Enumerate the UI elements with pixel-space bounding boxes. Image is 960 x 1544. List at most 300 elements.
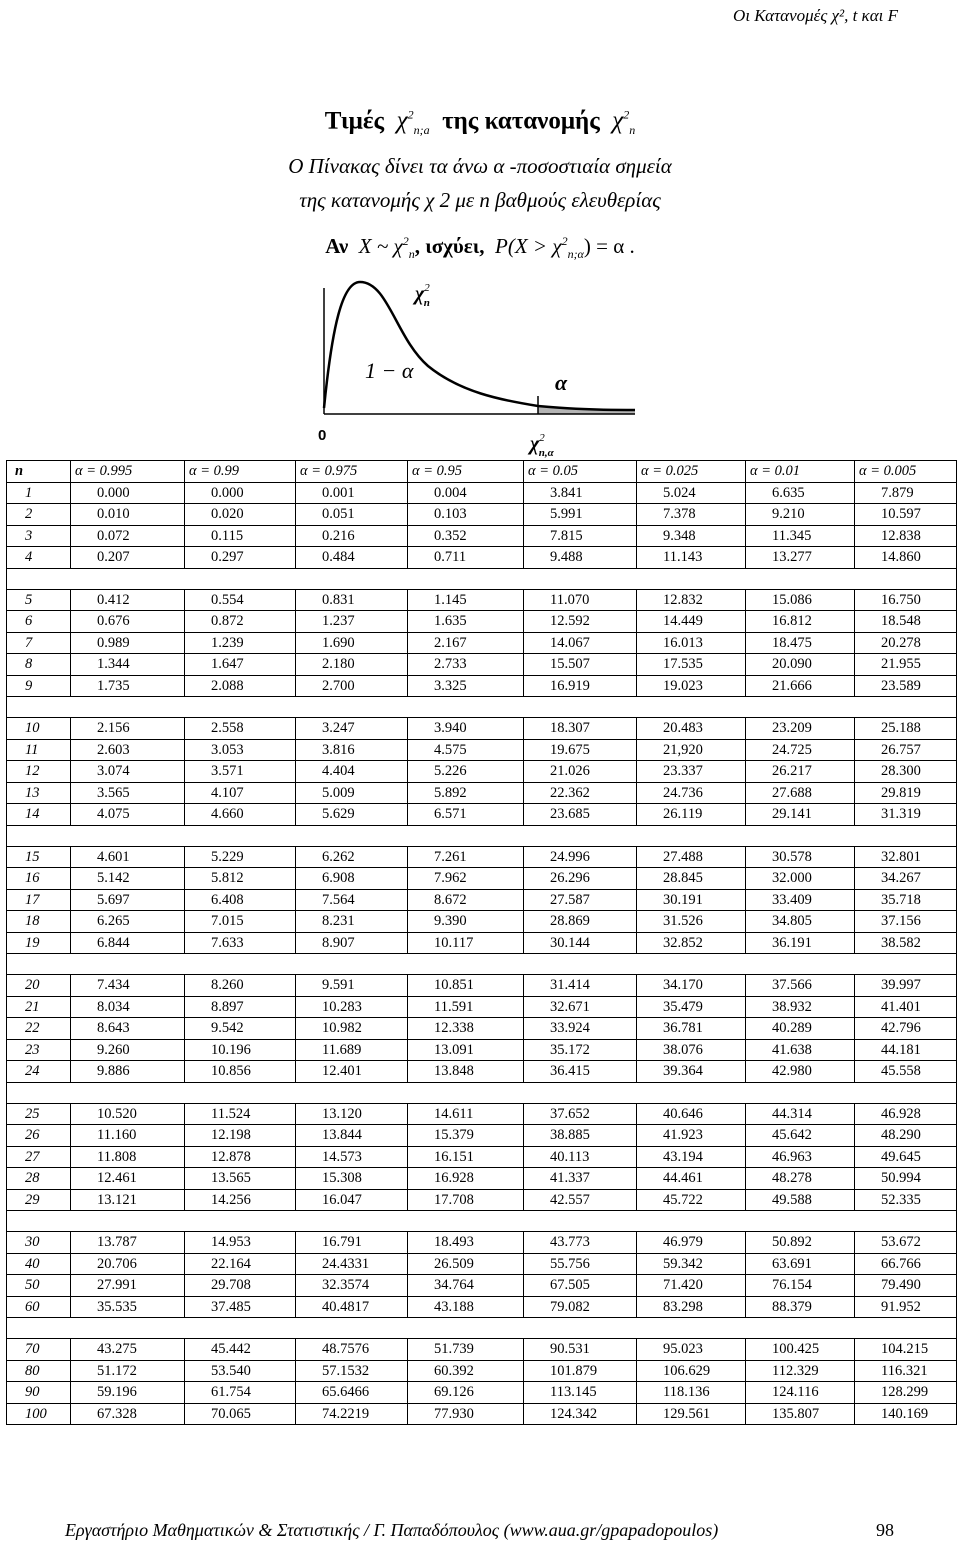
table-cell: 0.989 bbox=[71, 632, 185, 654]
table-cell: 16.791 bbox=[296, 1232, 408, 1254]
table-cell: 32.671 bbox=[524, 996, 637, 1018]
header-alpha: α = 0.005 bbox=[855, 461, 957, 483]
table-cell: 3.571 bbox=[185, 761, 296, 783]
table-cell: 35.172 bbox=[524, 1039, 637, 1061]
table-cell: 2.603 bbox=[71, 739, 185, 761]
table-cell: 0.554 bbox=[185, 589, 296, 611]
table-cell: 39.364 bbox=[637, 1061, 746, 1083]
table-cell: 40.289 bbox=[746, 1018, 855, 1040]
table-cell: 12.461 bbox=[71, 1168, 185, 1190]
table-cell: 0.103 bbox=[408, 504, 524, 526]
table-cell: 14.256 bbox=[185, 1189, 296, 1211]
table-row bbox=[7, 1168, 957, 1190]
area-right-label: α bbox=[555, 370, 568, 395]
table-row bbox=[7, 911, 957, 933]
table-cell: 35.479 bbox=[637, 996, 746, 1018]
table-row bbox=[7, 675, 957, 697]
table-cell: 4.075 bbox=[71, 804, 185, 826]
row-df: 15 bbox=[7, 846, 71, 868]
table-cell: 67.505 bbox=[524, 1275, 637, 1297]
table-cell: 33.409 bbox=[746, 889, 855, 911]
table-cell: 53.672 bbox=[855, 1232, 957, 1254]
table-cell: 24.996 bbox=[524, 846, 637, 868]
table-cell: 40.4817 bbox=[296, 1296, 408, 1318]
table-cell: 101.879 bbox=[524, 1360, 637, 1382]
row-df: 22 bbox=[7, 1018, 71, 1040]
table-cell: 43.773 bbox=[524, 1232, 637, 1254]
table-cell: 7.015 bbox=[185, 911, 296, 933]
table-row bbox=[7, 718, 957, 740]
table-cell: 22.362 bbox=[524, 782, 637, 804]
group-separator-row bbox=[7, 1211, 957, 1232]
table-cell: 3.053 bbox=[185, 739, 296, 761]
table-row bbox=[7, 804, 957, 826]
table-cell: 44.461 bbox=[637, 1168, 746, 1190]
table-cell: 65.6466 bbox=[296, 1382, 408, 1404]
table-cell: 7.378 bbox=[637, 504, 746, 526]
table-cell: 0.115 bbox=[185, 525, 296, 547]
table-cell: 26.509 bbox=[408, 1253, 524, 1275]
row-df: 28 bbox=[7, 1168, 71, 1190]
table-cell: 13.120 bbox=[296, 1103, 408, 1125]
table-cell: 38.076 bbox=[637, 1039, 746, 1061]
chi-square-curve-figure bbox=[310, 268, 642, 460]
table-cell: 79.490 bbox=[855, 1275, 957, 1297]
table-cell: 48.7576 bbox=[296, 1339, 408, 1361]
table-cell: 4.107 bbox=[185, 782, 296, 804]
table-cell: 4.660 bbox=[185, 804, 296, 826]
table-cell: 26.296 bbox=[524, 868, 637, 890]
table-cell: 3.841 bbox=[524, 482, 637, 504]
table-cell: 23.337 bbox=[637, 761, 746, 783]
row-df: 24 bbox=[7, 1061, 71, 1083]
table-cell: 15.086 bbox=[746, 589, 855, 611]
table-row bbox=[7, 1275, 957, 1297]
table-cell: 0.000 bbox=[71, 482, 185, 504]
table-cell: 1.344 bbox=[71, 654, 185, 676]
table-cell: 29.141 bbox=[746, 804, 855, 826]
table-cell: 45.442 bbox=[185, 1339, 296, 1361]
table-cell: 17.535 bbox=[637, 654, 746, 676]
table-cell: 32.3574 bbox=[296, 1275, 408, 1297]
footer-lab: Εργαστήριο Μαθηματικών & Στατιστικής / Γ. Παπαδόπουλος (www.aua.gr/gpapadopoulos) bbox=[65, 1520, 719, 1540]
table-cell: 1.237 bbox=[296, 611, 408, 633]
row-df: 5 bbox=[7, 589, 71, 611]
table-cell: 23.209 bbox=[746, 718, 855, 740]
table-cell: 21.955 bbox=[855, 654, 957, 676]
group-separator-row bbox=[7, 568, 957, 589]
table-cell: 7.879 bbox=[855, 482, 957, 504]
table-row bbox=[7, 868, 957, 890]
table-row bbox=[7, 482, 957, 504]
table-row bbox=[7, 1039, 957, 1061]
table-cell: 0.872 bbox=[185, 611, 296, 633]
table-title bbox=[0, 96, 960, 149]
header-alpha: α = 0.995 bbox=[71, 461, 185, 483]
table-cell: 8.231 bbox=[296, 911, 408, 933]
table-cell: 41.401 bbox=[855, 996, 957, 1018]
table-cell: 18.475 bbox=[746, 632, 855, 654]
group-separator-row bbox=[7, 954, 957, 975]
row-df: 7 bbox=[7, 632, 71, 654]
table-cell: 13.121 bbox=[71, 1189, 185, 1211]
separator-cell bbox=[7, 954, 957, 975]
table-cell: 8.897 bbox=[185, 996, 296, 1018]
table-cell: 2.733 bbox=[408, 654, 524, 676]
table-cell: 12.832 bbox=[637, 589, 746, 611]
table-cell: 1.647 bbox=[185, 654, 296, 676]
table-cell: 39.997 bbox=[855, 975, 957, 997]
table-cell: 0.001 bbox=[296, 482, 408, 504]
table-cell: 45.558 bbox=[855, 1061, 957, 1083]
density-curve bbox=[324, 282, 635, 410]
table-cell: 12.838 bbox=[855, 525, 957, 547]
table-cell: 45.642 bbox=[746, 1125, 855, 1147]
table-cell: 20.483 bbox=[637, 718, 746, 740]
table-cell: 118.136 bbox=[637, 1382, 746, 1404]
table-cell: 20.278 bbox=[855, 632, 957, 654]
table-cell: 59.196 bbox=[71, 1382, 185, 1404]
title-description-1: Ο Πίνακας δίνει τα άνω α -ποσοστιαία σημεία bbox=[288, 154, 672, 179]
table-cell: 63.691 bbox=[746, 1253, 855, 1275]
table-row bbox=[7, 611, 957, 633]
table-cell: 0.010 bbox=[71, 504, 185, 526]
row-df: 23 bbox=[7, 1039, 71, 1061]
table-cell: 10.520 bbox=[71, 1103, 185, 1125]
table-cell: 23.685 bbox=[524, 804, 637, 826]
table-cell: 129.561 bbox=[637, 1403, 746, 1425]
table-cell: 42.980 bbox=[746, 1061, 855, 1083]
table-cell: 31.526 bbox=[637, 911, 746, 933]
table-cell: 140.169 bbox=[855, 1403, 957, 1425]
table-cell: 35.718 bbox=[855, 889, 957, 911]
table-cell: 135.807 bbox=[746, 1403, 855, 1425]
row-df: 13 bbox=[7, 782, 71, 804]
table-cell: 15.308 bbox=[296, 1168, 408, 1190]
row-df: 100 bbox=[7, 1403, 71, 1425]
table-cell: 8.672 bbox=[408, 889, 524, 911]
table-cell: 42.557 bbox=[524, 1189, 637, 1211]
header-alpha: α = 0.025 bbox=[637, 461, 746, 483]
separator-cell bbox=[7, 568, 957, 589]
table-cell: 2.700 bbox=[296, 675, 408, 697]
table-cell: 6.265 bbox=[71, 911, 185, 933]
table-cell: 7.261 bbox=[408, 846, 524, 868]
table-cell: 12.401 bbox=[296, 1061, 408, 1083]
chi-square-table bbox=[6, 460, 957, 1425]
table-cell: 12.592 bbox=[524, 611, 637, 633]
header-alpha: α = 0.975 bbox=[296, 461, 408, 483]
table-cell: 30.578 bbox=[746, 846, 855, 868]
table-cell: 6.262 bbox=[296, 846, 408, 868]
table-row bbox=[7, 1296, 957, 1318]
table-cell: 10.196 bbox=[185, 1039, 296, 1061]
table-cell: 30.144 bbox=[524, 932, 637, 954]
table-row bbox=[7, 1360, 957, 1382]
table-cell: 52.335 bbox=[855, 1189, 957, 1211]
table-cell: 46.928 bbox=[855, 1103, 957, 1125]
table-cell: 6.408 bbox=[185, 889, 296, 911]
table-row bbox=[7, 525, 957, 547]
table-cell: 1.635 bbox=[408, 611, 524, 633]
table-cell: 34.170 bbox=[637, 975, 746, 997]
table-cell: 0.676 bbox=[71, 611, 185, 633]
table-cell: 23.589 bbox=[855, 675, 957, 697]
table-cell: 13.091 bbox=[408, 1039, 524, 1061]
table-cell: 7.962 bbox=[408, 868, 524, 890]
table-row bbox=[7, 632, 957, 654]
table-cell: 44.314 bbox=[746, 1103, 855, 1125]
row-df: 90 bbox=[7, 1382, 71, 1404]
table-cell: 5.024 bbox=[637, 482, 746, 504]
row-df: 18 bbox=[7, 911, 71, 933]
table-cell: 21,920 bbox=[637, 739, 746, 761]
table-cell: 5.991 bbox=[524, 504, 637, 526]
table-cell: 3.940 bbox=[408, 718, 524, 740]
row-df: 1 bbox=[7, 482, 71, 504]
table-row bbox=[7, 975, 957, 997]
table-cell: 43.188 bbox=[408, 1296, 524, 1318]
table-cell: 91.952 bbox=[855, 1296, 957, 1318]
row-df: 10 bbox=[7, 718, 71, 740]
separator-cell bbox=[7, 697, 957, 718]
table-cell: 0.000 bbox=[185, 482, 296, 504]
table-row bbox=[7, 761, 957, 783]
table-cell: 16.047 bbox=[296, 1189, 408, 1211]
table-row bbox=[7, 547, 957, 569]
table-cell: 6.844 bbox=[71, 932, 185, 954]
row-df: 11 bbox=[7, 739, 71, 761]
table-cell: 12.198 bbox=[185, 1125, 296, 1147]
table-cell: 11.070 bbox=[524, 589, 637, 611]
table-cell: 51.172 bbox=[71, 1360, 185, 1382]
table-cell: 5.812 bbox=[185, 868, 296, 890]
table-cell: 10.117 bbox=[408, 932, 524, 954]
page-number: 98 bbox=[876, 1520, 894, 1540]
table-cell: 8.907 bbox=[296, 932, 408, 954]
table-cell: 28.300 bbox=[855, 761, 957, 783]
table-cell: 36.781 bbox=[637, 1018, 746, 1040]
table-cell: 9.488 bbox=[524, 547, 637, 569]
table-cell: 112.329 bbox=[746, 1360, 855, 1382]
header-alpha: α = 0.95 bbox=[408, 461, 524, 483]
table-cell: 10.856 bbox=[185, 1061, 296, 1083]
table-cell: 3.565 bbox=[71, 782, 185, 804]
row-df: 20 bbox=[7, 975, 71, 997]
table-cell: 38.932 bbox=[746, 996, 855, 1018]
row-df: 21 bbox=[7, 996, 71, 1018]
table-row bbox=[7, 932, 957, 954]
table-cell: 2.167 bbox=[408, 632, 524, 654]
table-cell: 37.156 bbox=[855, 911, 957, 933]
table-cell: 1.735 bbox=[71, 675, 185, 697]
table-cell: 22.164 bbox=[185, 1253, 296, 1275]
table-cell: 55.756 bbox=[524, 1253, 637, 1275]
table-cell: 6.571 bbox=[408, 804, 524, 826]
table-cell: 16.151 bbox=[408, 1146, 524, 1168]
table-cell: 35.535 bbox=[71, 1296, 185, 1318]
table-cell: 30.191 bbox=[637, 889, 746, 911]
table-row bbox=[7, 1189, 957, 1211]
table-row bbox=[7, 1125, 957, 1147]
table-cell: 16.928 bbox=[408, 1168, 524, 1190]
table-row bbox=[7, 504, 957, 526]
table-cell: 16.919 bbox=[524, 675, 637, 697]
separator-cell bbox=[7, 825, 957, 846]
curve-label: $\chi^2$ n bbox=[415, 282, 430, 309]
table-cell: 124.342 bbox=[524, 1403, 637, 1425]
row-df: 26 bbox=[7, 1125, 71, 1147]
table-cell: 71.420 bbox=[637, 1275, 746, 1297]
header-alpha: α = 0.01 bbox=[746, 461, 855, 483]
table-cell: 5.629 bbox=[296, 804, 408, 826]
table-cell: 0.412 bbox=[71, 589, 185, 611]
table-cell: 27.991 bbox=[71, 1275, 185, 1297]
table-row bbox=[7, 846, 957, 868]
table-cell: 59.342 bbox=[637, 1253, 746, 1275]
table-cell: 9.591 bbox=[296, 975, 408, 997]
row-df: 3 bbox=[7, 525, 71, 547]
table-cell: 9.886 bbox=[71, 1061, 185, 1083]
table-cell: 0.484 bbox=[296, 547, 408, 569]
table-body bbox=[7, 482, 957, 1425]
table-cell: 2.156 bbox=[71, 718, 185, 740]
table-cell: 70.065 bbox=[185, 1403, 296, 1425]
table-cell: 77.930 bbox=[408, 1403, 524, 1425]
row-df: 50 bbox=[7, 1275, 71, 1297]
table-cell: 88.379 bbox=[746, 1296, 855, 1318]
table-cell: 1.239 bbox=[185, 632, 296, 654]
table-cell: 14.611 bbox=[408, 1103, 524, 1125]
table-cell: 18.548 bbox=[855, 611, 957, 633]
critical-value-label: $\chi^2$ n,α bbox=[530, 432, 554, 459]
table-cell: 76.154 bbox=[746, 1275, 855, 1297]
row-df: 27 bbox=[7, 1146, 71, 1168]
table-cell: 57.1532 bbox=[296, 1360, 408, 1382]
table-cell: 25.188 bbox=[855, 718, 957, 740]
area-left-label: 1 − α bbox=[365, 358, 414, 383]
table-cell: 41.923 bbox=[637, 1125, 746, 1147]
table-cell: 61.754 bbox=[185, 1382, 296, 1404]
table-cell: 16.812 bbox=[746, 611, 855, 633]
table-cell: 9.260 bbox=[71, 1039, 185, 1061]
table-cell: 28.845 bbox=[637, 868, 746, 890]
table-cell: 0.020 bbox=[185, 504, 296, 526]
table-cell: 26.119 bbox=[637, 804, 746, 826]
table-cell: 49.645 bbox=[855, 1146, 957, 1168]
table-row bbox=[7, 589, 957, 611]
table-cell: 24.4331 bbox=[296, 1253, 408, 1275]
title-symbol: $\chi^2_{n;a}$ bbox=[396, 107, 430, 138]
table-cell: 11.345 bbox=[746, 525, 855, 547]
title-middle: της κατανομής bbox=[442, 107, 600, 135]
table-cell: 14.573 bbox=[296, 1146, 408, 1168]
table-cell: 13.565 bbox=[185, 1168, 296, 1190]
group-separator-row bbox=[7, 1318, 957, 1339]
table-cell: 29.708 bbox=[185, 1275, 296, 1297]
table-cell: 37.485 bbox=[185, 1296, 296, 1318]
table-cell: 46.979 bbox=[637, 1232, 746, 1254]
table-cell: 83.298 bbox=[637, 1296, 746, 1318]
table-cell: 24.725 bbox=[746, 739, 855, 761]
table-cell: 113.145 bbox=[524, 1382, 637, 1404]
table-cell: 38.885 bbox=[524, 1125, 637, 1147]
table-cell: 38.582 bbox=[855, 932, 957, 954]
table-cell: 6.635 bbox=[746, 482, 855, 504]
table-cell: 0.352 bbox=[408, 525, 524, 547]
row-df: 30 bbox=[7, 1232, 71, 1254]
title-formula: Αν X ~ $\chi^2_n$, ισχύει, $P(X > \chi^2_{n;\alpha}) = \alpha$ . bbox=[325, 234, 635, 262]
table-cell: 34.805 bbox=[746, 911, 855, 933]
table-cell: 0.831 bbox=[296, 589, 408, 611]
table-cell: 9.390 bbox=[408, 911, 524, 933]
row-df: 80 bbox=[7, 1360, 71, 1382]
table-cell: 32.801 bbox=[855, 846, 957, 868]
table-cell: 32.852 bbox=[637, 932, 746, 954]
group-separator-row bbox=[7, 825, 957, 846]
table-cell: 11.689 bbox=[296, 1039, 408, 1061]
table-cell: 6.908 bbox=[296, 868, 408, 890]
table-cell: 2.180 bbox=[296, 654, 408, 676]
table-cell: 95.023 bbox=[637, 1339, 746, 1361]
table-cell: 13.848 bbox=[408, 1061, 524, 1083]
table-cell: 3.247 bbox=[296, 718, 408, 740]
table-cell: 33.924 bbox=[524, 1018, 637, 1040]
table-cell: 14.860 bbox=[855, 547, 957, 569]
table-cell: 5.009 bbox=[296, 782, 408, 804]
table-cell: 2.558 bbox=[185, 718, 296, 740]
header-n: n bbox=[7, 461, 71, 483]
table-cell: 49.588 bbox=[746, 1189, 855, 1211]
table-cell: 11.808 bbox=[71, 1146, 185, 1168]
table-cell: 10.982 bbox=[296, 1018, 408, 1040]
table-cell: 69.126 bbox=[408, 1382, 524, 1404]
table-cell: 37.566 bbox=[746, 975, 855, 997]
table-cell: 44.181 bbox=[855, 1039, 957, 1061]
table-cell: 11.160 bbox=[71, 1125, 185, 1147]
table-cell: 18.493 bbox=[408, 1232, 524, 1254]
table-cell: 40.113 bbox=[524, 1146, 637, 1168]
table-cell: 16.013 bbox=[637, 632, 746, 654]
table-cell: 15.379 bbox=[408, 1125, 524, 1147]
table-cell: 10.851 bbox=[408, 975, 524, 997]
table-cell: 3.816 bbox=[296, 739, 408, 761]
table-header-row bbox=[7, 461, 957, 483]
row-df: 16 bbox=[7, 868, 71, 890]
table-cell: 53.540 bbox=[185, 1360, 296, 1382]
table-cell: 31.414 bbox=[524, 975, 637, 997]
table-row bbox=[7, 1403, 957, 1425]
table-cell: 4.575 bbox=[408, 739, 524, 761]
table-cell: 104.215 bbox=[855, 1339, 957, 1361]
table-cell: 36.191 bbox=[746, 932, 855, 954]
table-row bbox=[7, 782, 957, 804]
table-row bbox=[7, 1103, 957, 1125]
table-row bbox=[7, 1018, 957, 1040]
row-df: 60 bbox=[7, 1296, 71, 1318]
table-cell: 21.026 bbox=[524, 761, 637, 783]
title-prefix: Τιμές bbox=[324, 107, 385, 135]
table-cell: 34.267 bbox=[855, 868, 957, 890]
table-cell: 17.708 bbox=[408, 1189, 524, 1211]
title-block bbox=[0, 96, 960, 275]
table-cell: 4.404 bbox=[296, 761, 408, 783]
table-row bbox=[7, 739, 957, 761]
running-header: Οι Κατανομές χ², t και F bbox=[733, 6, 898, 25]
table-cell: 5.142 bbox=[71, 868, 185, 890]
table-cell: 19.675 bbox=[524, 739, 637, 761]
table-cell: 12.878 bbox=[185, 1146, 296, 1168]
